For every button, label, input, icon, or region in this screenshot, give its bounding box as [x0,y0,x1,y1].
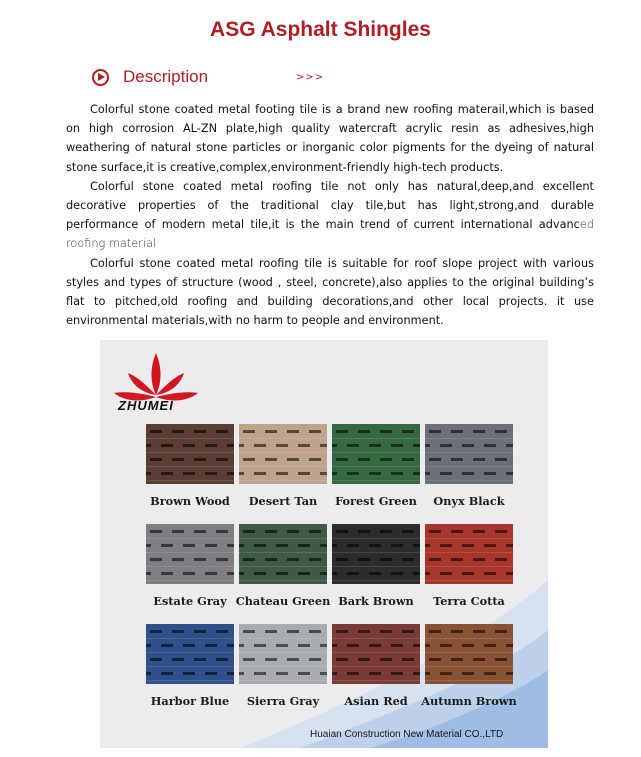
swatch-label: Bark Brown [338,594,414,608]
section-header [92,64,324,90]
description-body [66,100,594,330]
paragraph-2: Colorful stone coated metal roofing tile not only has natural,deep,and excellent decorative properties of the traditional clay tile,but has light,strong,and durable performance of modern metal tile,it is the main trend of current international advanced roofing material [66,179,594,251]
color-catalog-image [100,340,548,748]
brand-name: ZHUMEI [118,398,174,413]
swatch-label: Autumn Brown [421,694,517,708]
swatch-label: Sierra Gray [246,694,320,708]
swatch-label: Desert Tan [248,494,318,508]
swatch-label: Chateau Green [235,594,331,608]
company-name: Huaian Construction New Material CO.,LTD [310,729,504,740]
swatch-label: Terra Cotta [433,594,505,608]
page-title: ASG Asphalt Shingles [210,18,431,41]
swatch-label: Forest Green [335,494,417,508]
color-swatch [425,524,513,584]
color-swatch [332,524,420,584]
section-arrows: >>> [296,71,325,83]
paragraph-3: Colorful stone coated metal roofing tile is suitable for roof slope project with various styles and types of structure (wood , steel, concrete),also applies to the original building’s flat to pitched,old roofing and building decorations,and other local projects. it use environmental materials,with no harm to people and environment. [66,256,594,328]
color-swatch [146,524,234,584]
color-swatch [239,624,327,684]
swatch-label: Brown Wood [150,494,230,508]
paragraph-1: Colorful stone coated metal footing tile is a brand new roofing materail,which is based on high corrosion AL-ZN plate,high quality watercraft acrylic resin as adhesives,high weathering of natural stone particles or inorganic color pigments for the dyeing of natural stone surface,it is creative,complex,environment-friendly high-tech products. [66,103,594,174]
color-swatch [425,424,513,484]
swatch-grid [146,424,518,724]
color-swatch [146,624,234,684]
swatch-label: Estate Gray [153,594,227,608]
swatch-label: Asian Red [344,694,408,708]
color-swatch [146,424,234,484]
color-swatch [332,424,420,484]
color-swatch [332,624,420,684]
color-swatch [425,624,513,684]
swatch-label: Onyx Black [433,494,505,508]
section-label: Description [123,67,209,86]
swatch-label: Harbor Blue [150,694,230,708]
color-swatch [239,424,327,484]
play-circle-icon [92,69,109,86]
color-swatch [239,524,327,584]
